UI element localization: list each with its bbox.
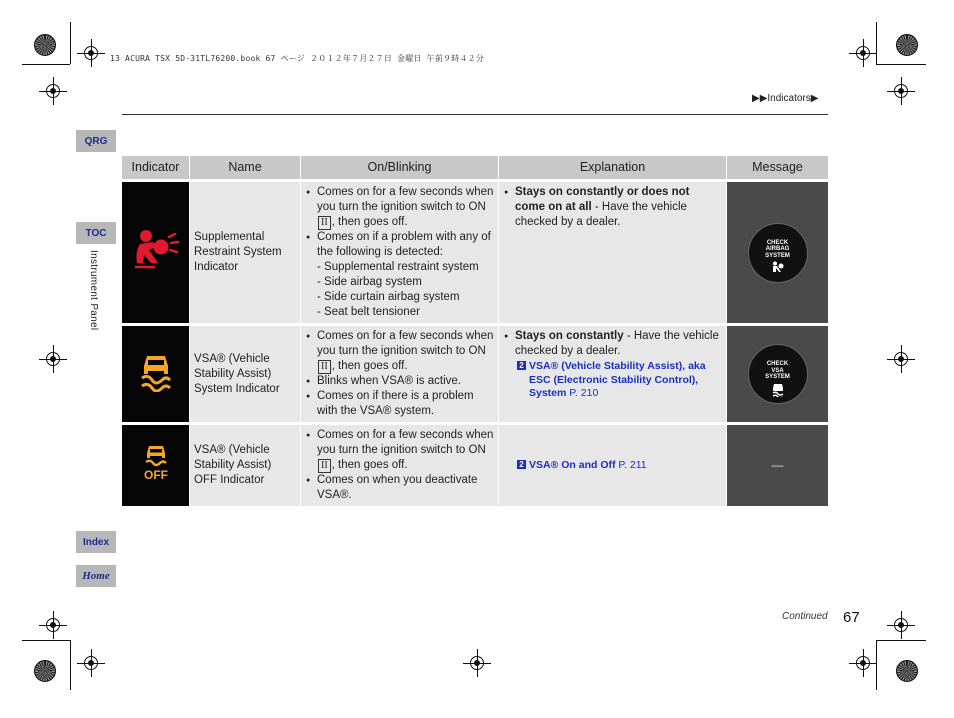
indicator-name: Supplemental Restraint System Indicator — [190, 182, 301, 323]
list-item: ● Stays on constantly or does not come on at all - Have the vehicle checked by a dealer. — [503, 185, 722, 230]
airbag-warning-icon — [131, 225, 181, 275]
page-number: 67 — [843, 609, 860, 626]
ignition-key-position: II — [318, 216, 331, 230]
continued-label: Continued — [782, 611, 828, 622]
indicator-cell — [122, 182, 190, 323]
list-item: - Supplemental restraint system — [317, 261, 479, 273]
color-rosette-icon — [896, 34, 918, 56]
breadcrumb — [752, 93, 818, 104]
registration-mark-icon — [84, 46, 98, 60]
table-row — [122, 425, 828, 506]
tab-toc[interactable]: TOC — [76, 222, 116, 244]
table-header-row — [122, 156, 828, 179]
check-vsa-display: CHECK VSA SYSTEM — [748, 344, 808, 404]
ignition-key-position: II — [318, 360, 331, 374]
list-item: ● Comes on for a few seconds when you turn the ignition switch to ON II , then goes off. — [305, 329, 494, 374]
registration-mark-icon — [470, 656, 484, 670]
registration-mark-icon — [894, 618, 908, 632]
registration-mark-icon — [856, 656, 870, 670]
registration-mark-icon — [894, 352, 908, 366]
list-item: ● Comes on for a few seconds when you turn the ignition switch to ON II , then goes off. — [305, 185, 494, 230]
reference-arrow-icon: 2 — [517, 361, 526, 370]
column-header: Indicator — [122, 156, 190, 179]
tab-home[interactable]: Home — [76, 565, 116, 587]
indicator-name: VSA® (Vehicle Stability Assist) System Indicator — [190, 326, 301, 422]
vsa-off-icon — [139, 444, 173, 482]
indicator-cell — [122, 326, 190, 422]
registration-mark-icon — [894, 84, 908, 98]
list-item: ● Blinks when VSA® is active. — [305, 374, 494, 389]
column-header: Message — [727, 156, 828, 179]
message-cell — [727, 182, 828, 323]
column-header: On/Blinking — [301, 156, 499, 179]
list-item: ● Comes on if a problem with any of the following is detected: — [305, 230, 494, 260]
color-rosette-icon — [34, 34, 56, 56]
table-row — [122, 326, 828, 422]
indicator-name: VSA® (Vehicle Stability Assist) OFF Indicator — [190, 425, 301, 506]
message-cell — [727, 425, 828, 506]
explanation-cell — [499, 326, 727, 422]
blinking-cell — [301, 425, 499, 506]
message-cell — [727, 326, 828, 422]
table-row — [122, 182, 828, 323]
list-item: ● Stays on constantly - Have the vehicle checked by a dealer. — [503, 329, 722, 359]
registration-mark-icon — [46, 352, 60, 366]
header-rule — [122, 114, 828, 115]
book-file-info: 13 ACURA TSX 5D-31TL76200.book 67 ページ ２０１２年７月２７日 金曜日 午前９時４２分 — [110, 54, 485, 63]
registration-mark-icon — [46, 84, 60, 98]
indicator-table — [122, 156, 828, 506]
registration-mark-icon — [84, 656, 98, 670]
airbag-warning-icon — [771, 261, 785, 273]
svg-text:OFF: OFF — [143, 468, 168, 482]
list-item: - Seat belt tensioner — [317, 306, 420, 318]
breadcrumb-suffix-icon: ▶ — [810, 93, 819, 104]
list-item: - Side airbag system — [317, 276, 422, 288]
column-header: Explanation — [499, 156, 727, 179]
color-rosette-icon — [896, 660, 918, 682]
color-rosette-icon — [34, 660, 56, 682]
indicator-cell — [122, 425, 190, 506]
tab-qrg[interactable]: QRG — [76, 130, 116, 152]
no-message-dash: — — [771, 457, 784, 472]
column-header: Name — [190, 156, 301, 179]
registration-mark-icon — [856, 46, 870, 60]
reference-arrow-icon: 2 — [517, 460, 526, 469]
list-item: ● Comes on if there is a problem with the VSA® system. — [305, 389, 494, 419]
explanation-cell — [499, 182, 727, 323]
breadcrumb-prefix-icon: ▶▶ — [752, 93, 768, 104]
check-airbag-display: CHECK AIRBAG SYSTEM — [748, 223, 808, 283]
registration-mark-icon — [46, 618, 60, 632]
vsa-skid-icon — [139, 352, 173, 392]
explanation-cell — [499, 425, 727, 506]
tab-index[interactable]: Index — [76, 531, 116, 553]
vsa-skid-icon — [772, 383, 784, 397]
cross-reference-link[interactable]: 2 VSA® On and Off P. 211 — [503, 459, 722, 473]
list-item: - Side curtain airbag system — [317, 291, 460, 303]
blinking-cell — [301, 326, 499, 422]
breadcrumb-link-indicators[interactable]: Indicators — [767, 93, 811, 104]
blinking-cell — [301, 182, 499, 323]
ignition-key-position: II — [318, 459, 331, 473]
section-label: Instrument Panel — [88, 250, 99, 331]
cross-reference-link[interactable]: 2 VSA® (Vehicle Stability Assist), aka ESC (Electronic Stability Control), System P. 210 — [503, 360, 722, 401]
list-item: ● Comes on for a few seconds when you turn the ignition switch to ON II , then goes off. — [305, 428, 494, 473]
list-item: ● Comes on when you deactivate VSA®. — [305, 473, 494, 503]
